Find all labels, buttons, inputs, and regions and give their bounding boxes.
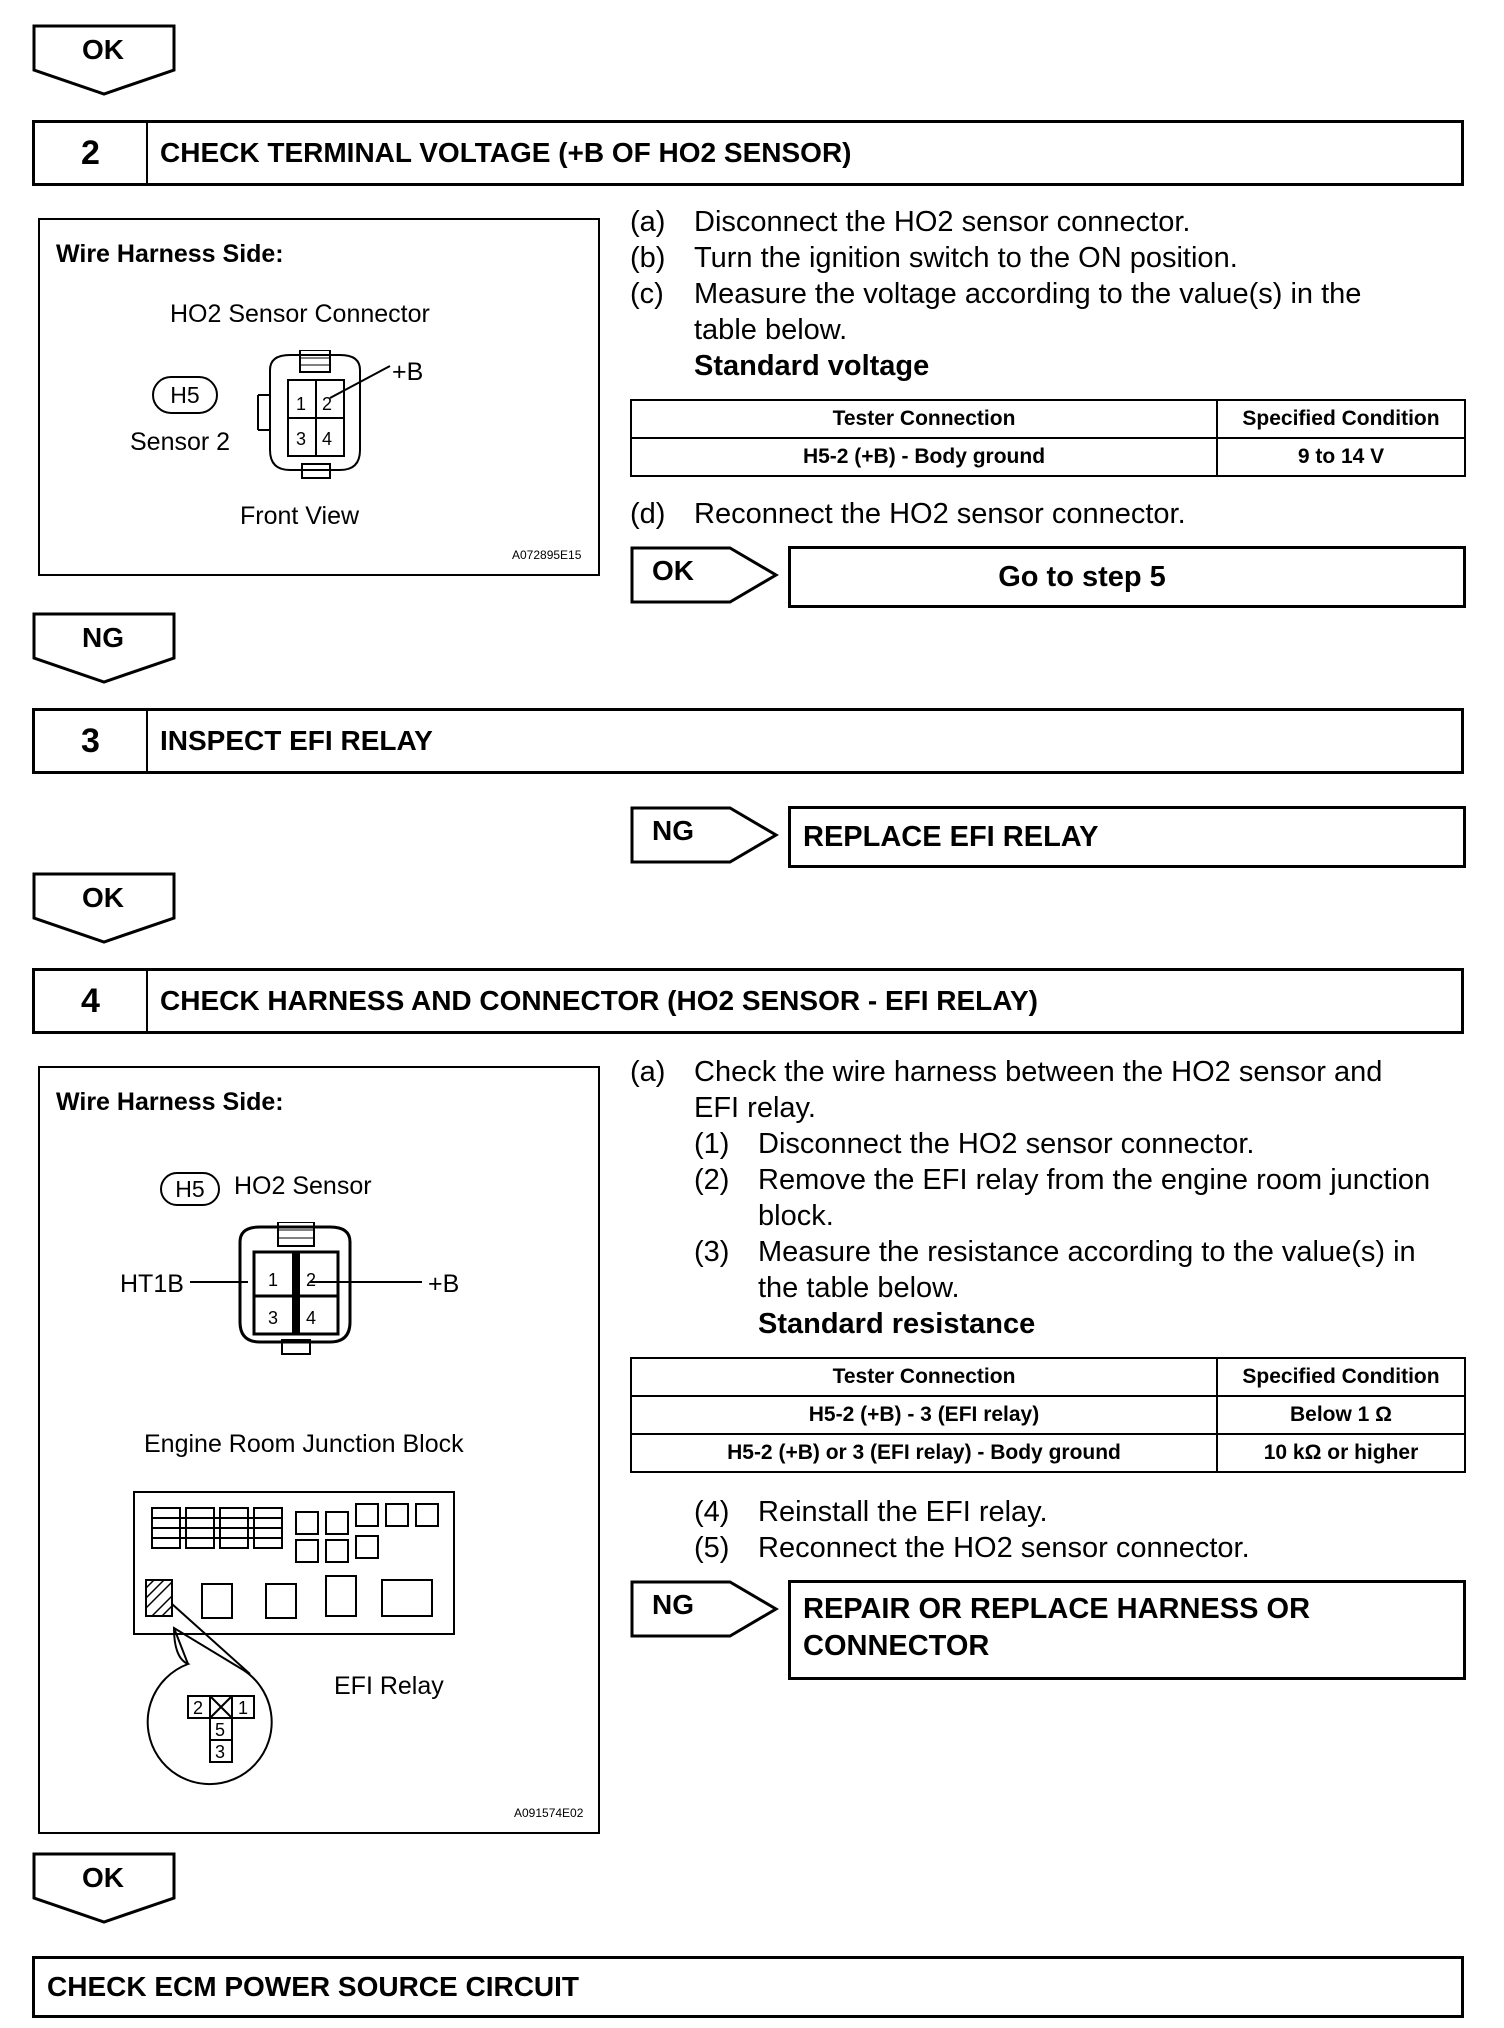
step2-result-label: OK (652, 555, 694, 586)
table-row (631, 438, 1465, 476)
flow-ok-top (32, 24, 180, 96)
step4-ins-a-text: Check the wire harness between the HO2 sensor and (694, 1056, 1383, 1088)
step-3-title: INSPECT EFI RELAY (160, 725, 433, 756)
step-4-figure (38, 1066, 600, 1834)
step4-result-target (788, 1580, 1466, 1680)
step-2-number: 2 (35, 123, 148, 183)
fig4-left-wire: HT1B (120, 1270, 184, 1298)
fig2-code: A072895E15 (512, 548, 582, 562)
step2-standard-title: Standard voltage (694, 350, 930, 382)
flow-ok-label: OK (82, 1862, 124, 1893)
table-cell: 10 kΩ or higher (1217, 1434, 1465, 1472)
step4-sub-instruction-2-cont: block. (758, 1200, 834, 1232)
step4-sub-instruction-3 (694, 1234, 1416, 1270)
flow-ng-after-step-2 (32, 612, 180, 684)
flow-ok-top-label: OK (82, 34, 124, 65)
step2-ins-b-label: (b) (630, 242, 666, 274)
step4-post-4-text: Reinstall the EFI relay. (758, 1496, 1048, 1528)
step4-post-instruction-4 (694, 1494, 1048, 1530)
step4-sub-3-label: (3) (694, 1236, 730, 1268)
step4-sub-instruction-1 (694, 1126, 1254, 1162)
fig4-relay-pin-1: 1 (238, 1698, 249, 1718)
table-header-cell: Tester Connection (631, 1358, 1217, 1396)
fig2-connector-code-badge (152, 376, 218, 414)
fig2-pin-label: +B (392, 358, 424, 386)
step2-ins-a-label: (a) (630, 206, 666, 238)
step2-instruction-c (630, 276, 1361, 312)
step4-instruction-a (630, 1054, 1382, 1090)
step2-instruction-c-cont: table below. (694, 314, 848, 346)
table-row (631, 1396, 1465, 1434)
fig4-pin-3: 3 (268, 1308, 279, 1328)
table-cell: H5-2 (+B) - Body ground (631, 438, 1217, 476)
step4-sub-2-text: Remove the EFI relay from the engine room junction (758, 1164, 1431, 1196)
fig4-connector-code-badge (160, 1172, 220, 1206)
step-3-header (32, 708, 1464, 774)
step4-sub-3-text: Measure the resistance according to the value(s) in (758, 1236, 1416, 1268)
step4-sub-1-text: Disconnect the HO2 sensor connector. (758, 1128, 1255, 1160)
step2-result-target: Go to step 5 (788, 546, 1466, 608)
fig4-connector-label: HO2 Sensor (234, 1172, 372, 1200)
fig4-relay-pin-5: 5 (215, 1720, 226, 1740)
fig4-relay-pin-2: 2 (193, 1698, 204, 1718)
step-2-header (32, 120, 1464, 186)
fig4-relay-label: EFI Relay (334, 1672, 444, 1700)
fig4-pin-1: 1 (268, 1270, 279, 1290)
fig4-pin-4: 4 (306, 1308, 317, 1328)
step3-result-target: REPLACE EFI RELAY (788, 806, 1466, 868)
fig2-pin-1: 1 (296, 394, 307, 414)
step2-ins-d-label: (d) (630, 498, 666, 530)
step4-sub-1-label: (1) (694, 1128, 730, 1160)
step4-sub-instruction-3-cont: the table below. (758, 1272, 960, 1304)
step2-spec-table (630, 399, 1466, 477)
table-cell: 9 to 14 V (1217, 438, 1465, 476)
step3-result-ng (630, 806, 780, 864)
step2-instruction-a (630, 204, 1190, 240)
step2-ins-a-text: Disconnect the HO2 sensor connector. (694, 206, 1191, 238)
flow-ng-label: NG (82, 622, 124, 653)
flow-ok-label: OK (82, 882, 124, 913)
table-cell: H5-2 (+B) - 3 (EFI relay) (631, 1396, 1217, 1434)
flow-ok-after-step-4 (32, 1852, 180, 1924)
step4-standard-title: Standard resistance (758, 1308, 1036, 1340)
step2-ins-c-text: Measure the voltage according to the value(s) in the (694, 278, 1362, 310)
step4-post-instruction-5 (694, 1530, 1250, 1566)
table-header-cell: Specified Condition (1217, 400, 1465, 438)
step-3-number: 3 (35, 711, 148, 771)
table-cell: Below 1 Ω (1217, 1396, 1465, 1434)
step-2-title: CHECK TERMINAL VOLTAGE (+B OF HO2 SENSOR) (160, 137, 852, 168)
fig4-connector-drawing (190, 1222, 430, 1362)
step4-spec-table (630, 1357, 1466, 1473)
table-cell: H5-2 (+B) or 3 (EFI relay) - Body ground (631, 1434, 1217, 1472)
fig2-sensor-label: Sensor 2 (130, 428, 231, 456)
step4-instruction-a-cont: EFI relay. (694, 1092, 816, 1124)
fig4-right-wire: +B (428, 1270, 460, 1298)
step4-sub-instruction-2 (694, 1162, 1430, 1198)
fig4-relay-pin-3: 3 (215, 1742, 226, 1762)
fig4-pin-2: 2 (306, 1270, 317, 1290)
step2-ins-d-text: Reconnect the HO2 sensor connector. (694, 498, 1186, 530)
step4-post-5-text: Reconnect the HO2 sensor connector. (758, 1532, 1250, 1564)
step4-result-ng (630, 1580, 780, 1638)
table-row (631, 1358, 1465, 1396)
step4-result-target-line1: REPAIR OR REPLACE HARNESS OR (803, 1593, 1311, 1625)
step2-ins-b-text: Turn the ignition switch to the ON position. (694, 242, 1238, 274)
step-4-header (32, 968, 1464, 1034)
step4-ins-a-label: (a) (630, 1056, 666, 1088)
fig4-block-label: Engine Room Junction Block (144, 1430, 464, 1458)
step2-instruction-b (630, 240, 1238, 276)
fig2-view-label: Front View (240, 502, 360, 530)
table-row (631, 1434, 1465, 1472)
fig2-connector-drawing (250, 350, 410, 490)
step2-instruction-d (630, 496, 1186, 532)
fig2-heading: Wire Harness Side: (56, 240, 284, 268)
fig2-connector-code: H5 (170, 381, 200, 408)
fig4-heading: Wire Harness Side: (56, 1088, 284, 1116)
step3-result-label: NG (652, 815, 694, 846)
fig2-pin-3: 3 (296, 429, 307, 449)
step4-post-4-label: (4) (694, 1496, 730, 1528)
step4-sub-2-label: (2) (694, 1164, 730, 1196)
fig2-connector-label: HO2 Sensor Connector (170, 300, 430, 328)
step2-result-ok (630, 546, 780, 604)
fig4-connector-code: H5 (175, 1175, 205, 1202)
table-header-cell: Tester Connection (631, 400, 1217, 438)
fig2-pin-2: 2 (322, 394, 333, 414)
fig4-junction-block-drawing (130, 1488, 530, 1788)
step-2-figure (38, 218, 600, 576)
table-header-cell: Specified Condition (1217, 1358, 1465, 1396)
final-step-header: CHECK ECM POWER SOURCE CIRCUIT (32, 1956, 1464, 2018)
step4-result-target-line2: CONNECTOR (803, 1630, 990, 1662)
fig2-pin-4: 4 (322, 429, 333, 449)
step-4-title: CHECK HARNESS AND CONNECTOR (HO2 SENSOR - EFI RELAY) (160, 985, 1038, 1016)
step-4-number: 4 (35, 971, 148, 1031)
table-row (631, 400, 1465, 438)
step4-post-5-label: (5) (694, 1532, 730, 1564)
flow-ok-after-step-3 (32, 872, 180, 944)
step4-result-label: NG (652, 1589, 694, 1620)
step2-ins-c-label: (c) (630, 278, 664, 310)
fig4-code: A091574E02 (514, 1806, 584, 1820)
